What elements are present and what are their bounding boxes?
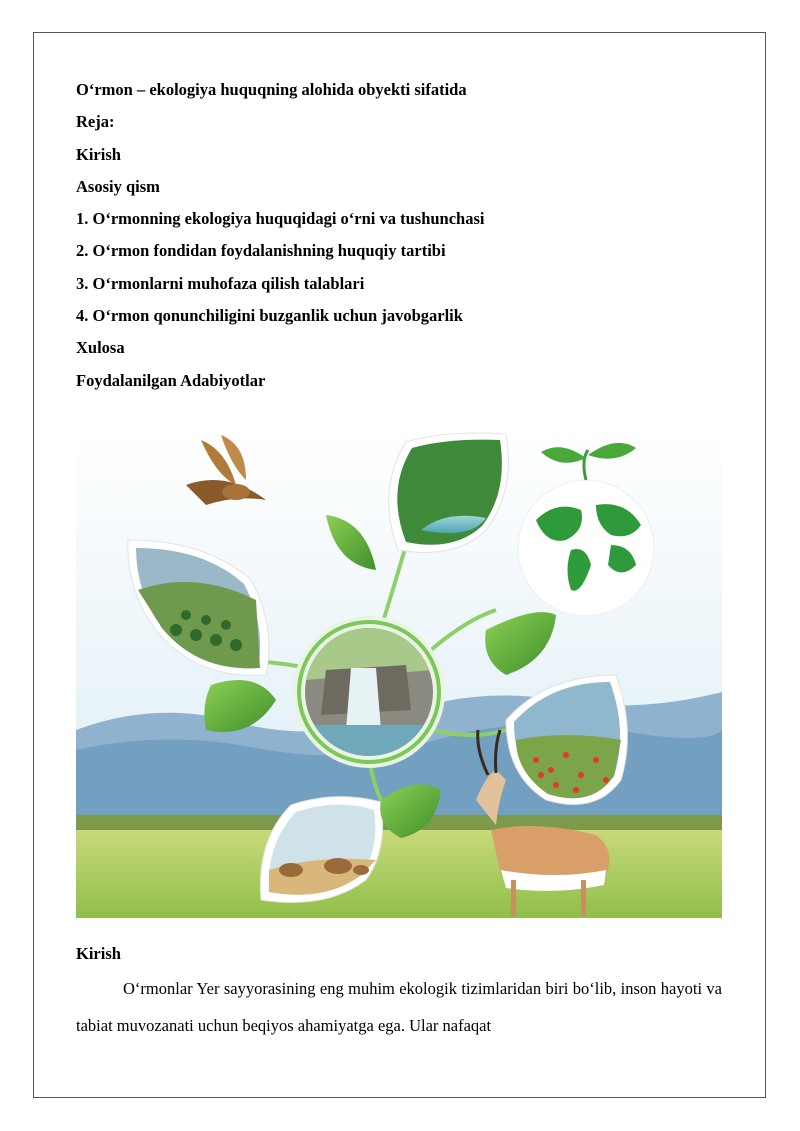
toc-item: Kirish bbox=[76, 144, 121, 164]
ecology-illustration bbox=[76, 430, 722, 918]
toc-item: 1. O‘rmonning ekologiya huquqidagi o‘rni va tushunchasi bbox=[76, 209, 485, 229]
toc-item: Xulosa bbox=[76, 338, 125, 358]
plan-label: Reja: bbox=[76, 112, 115, 132]
waterfall-photo bbox=[305, 628, 433, 756]
document-title: O‘rmon – ekologiya huquqning alohida obyekti sifatida bbox=[76, 80, 467, 99]
toc-item: 3. O‘rmonlarni muhofaza qilish talablari bbox=[76, 273, 365, 293]
document-body bbox=[76, 74, 724, 397]
toc-item: 4. O‘rmon qonunchiligini buzganlik uchun javobgarlik bbox=[76, 306, 463, 326]
grass-field bbox=[76, 830, 722, 918]
ecology-illustration-svg bbox=[76, 430, 722, 918]
toc-item: 2. O‘rmon fondidan foydalanishning huquqiy tartibi bbox=[76, 241, 446, 261]
section-heading: Kirish bbox=[76, 944, 121, 963]
toc-item: Foydalanilgan Adabiyotlar bbox=[76, 370, 266, 390]
toc-item: Asosiy qism bbox=[76, 176, 160, 196]
globe-icon bbox=[518, 480, 654, 616]
intro-paragraph: O‘rmonlar Yer sayyorasining eng muhim ekologik tizimlaridan biri bo‘lib, inson hayoti va tabiat muvozanati uchun beqiyos ahamiyatga ega. Ular nafaqat bbox=[76, 979, 722, 1035]
